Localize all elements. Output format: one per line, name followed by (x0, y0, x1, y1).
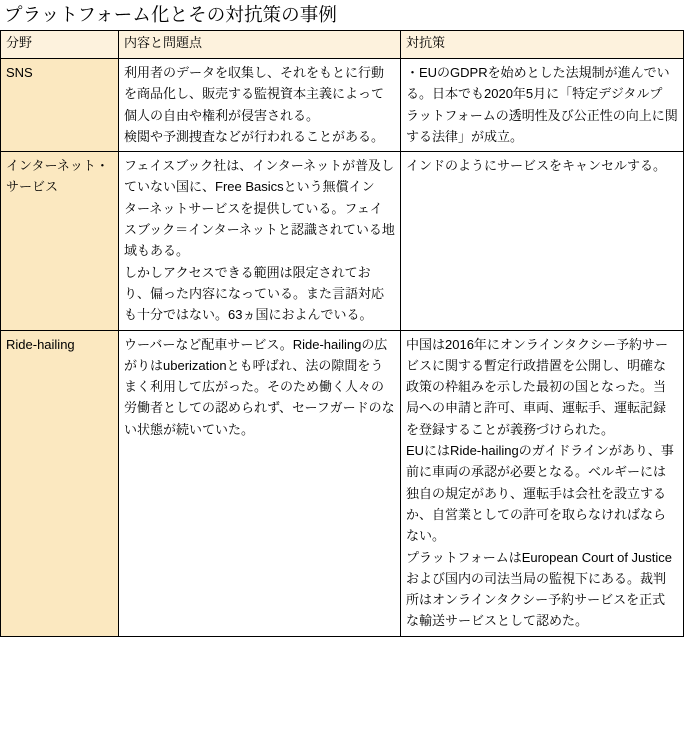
paragraph: インドのようにサービスをキャンセルする。 (406, 158, 667, 174)
table-row (1, 152, 684, 330)
paragraph: 中国は2016年にオンラインタクシー予約サービスに関する暫定行政措置を公開し、明確な政策の枠組みを示した最初の国となった。当局への申請と許可、車両、運転手、運転記録を登録することが義務づけられた。 (406, 336, 669, 437)
cell-counter (401, 330, 684, 636)
cell-content (119, 330, 401, 636)
cell-content (119, 59, 401, 152)
page-title: プラットフォーム化とその対抗策の事例 (4, 4, 337, 25)
column-header-field: 分野 (1, 31, 119, 59)
cell-field: Ride-hailing (1, 330, 119, 636)
paragraph: フェイスブック社は、インターネットが普及していない国に、Free Basicsという無償インターネットサービスを提供している。フェイスブック＝インターネットと認識されている地域もある。 (124, 158, 395, 259)
paragraph: ウーバーなど配車サービス。Ride-hailingの広がりはuberizationとも呼ばれ、法の隙間をうまく利用して広がった。そのため働く人々の労働者としての認められず、セーフガードのない状態が続いていた。 (124, 336, 395, 437)
paragraph: プラットフォームはEuropean Court of Justiceおよび国内の司法当局の監視下にある。裁判所はオンラインタクシー予約サービスを正式な輸送サービスとして認めた。 (406, 549, 673, 629)
cell-content (119, 152, 401, 330)
cell-field: SNS (1, 59, 119, 152)
table-header-row (1, 31, 684, 59)
table-row (1, 59, 684, 152)
paragraph: 検閲や予測捜査などが行われることがある。 (124, 128, 385, 144)
cell-counter (401, 59, 684, 152)
table-header (1, 31, 684, 59)
cell-field: インターネット・サービス (1, 152, 119, 330)
column-header-counter: 対抗策 (401, 31, 684, 59)
cell-counter (401, 152, 684, 330)
paragraph: しかしアクセスできる範囲は限定されており、偏った内容になっている。また言語対応も十分ではない。63ヵ国におよんでいる。 (124, 264, 385, 323)
platformization-countermeasures-table (0, 30, 684, 637)
table-body (1, 59, 684, 637)
table-row (1, 330, 684, 636)
paragraph: ・EUのGDPRを始めとした法規制が進んでいる。日本でも2020年5月に「特定デジタルプラットフォームの透明性及び公正性の向上に関する法律」が成立。 (406, 65, 678, 144)
paragraph: EUにはRide-hailingのガイドラインがあり、事前に車両の承認が必要となる。ベルギーには独自の規定があり、運転手は会社を設立するか、自営業としての許可を取らなければならない。 (406, 443, 674, 544)
paragraph: 利用者のデータを収集し、それをもとに行動を商品化し、販売する監視資本主義によって個人の自由や権利が侵害される。 (124, 65, 385, 123)
column-header-content: 内容と問題点 (119, 31, 401, 59)
